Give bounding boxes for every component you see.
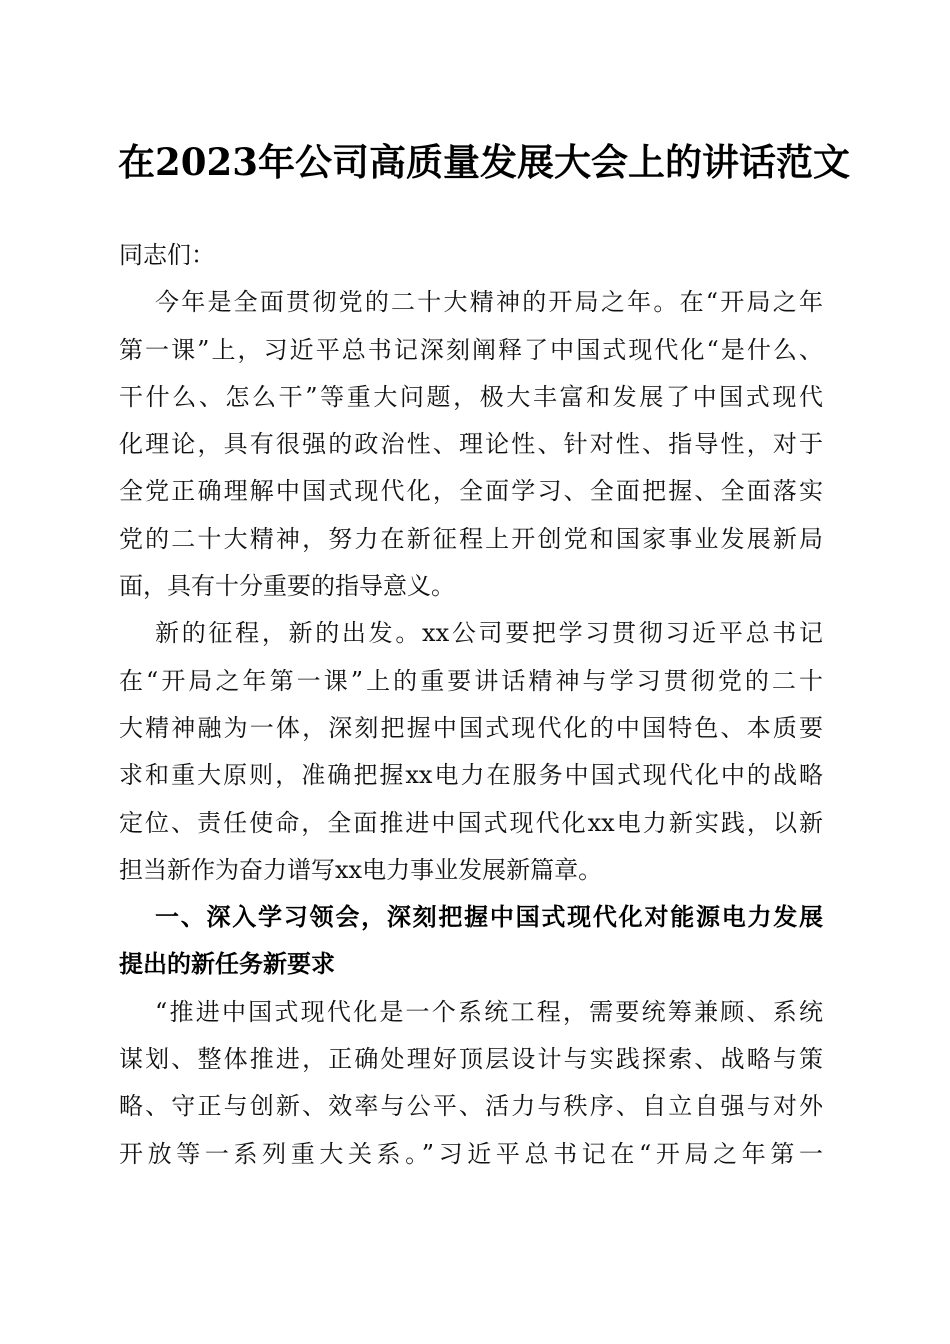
paragraph-2 <box>119 610 823 894</box>
heading-line: 提出的新任务新要求 <box>119 950 335 979</box>
paragraph-line: 定位、责任使命，全面推进中国式现代化xx电力新实践，以新 <box>119 808 823 837</box>
paragraph-line: “推进中国式现代化是一个系统工程，需要统筹兼顾、系统 <box>155 997 823 1026</box>
paragraph-line: 面，具有十分重要的指导意义。 <box>119 572 455 601</box>
paragraph-line: 在“开局之年第一课”上的重要讲话精神与学习贯彻党的二十 <box>119 666 823 695</box>
paragraph-line: 谋划、整体推进，正确处理好顶层设计与实践探索、战略与策 <box>119 1045 823 1074</box>
paragraph-line: 化理论，具有很强的政治性、理论性、针对性、指导性，对于 <box>119 430 823 459</box>
paragraph-line: 今年是全面贯彻党的二十大精神的开局之年。在“开局之年 <box>155 288 823 317</box>
document-body <box>119 232 823 1178</box>
paragraph-line: 全党正确理解中国式现代化，全面学习、全面把握、全面落实 <box>119 477 823 506</box>
paragraph-line: 求和重大原则，准确把握xx电力在服务中国式现代化中的战略 <box>119 761 823 790</box>
paragraph-line: 第一课”上，习近平总书记深刻阐释了中国式现代化“是什么、 <box>119 335 823 364</box>
paragraph-line: 党的二十大精神，努力在新征程上开创党和国家事业发展新局 <box>119 524 823 553</box>
section-heading-1 <box>119 894 823 989</box>
paragraph-1 <box>119 279 823 610</box>
paragraph-line: 担当新作为奋力谱写xx电力事业发展新篇章。 <box>119 855 603 884</box>
greeting: 同志们： <box>119 241 215 269</box>
paragraph-line: 新的征程，新的出发。xx公司要把学习贯彻习近平总书记 <box>155 619 823 648</box>
paragraph-line: 干什么、怎么干”等重大问题，极大丰富和发展了中国式现代 <box>119 382 823 411</box>
document-title: 在2023年公司高质量发展大会上的讲话范文 <box>118 140 850 184</box>
paragraph-line: 略、守正与创新、效率与公平、活力与秩序、自立自强与对外 <box>119 1092 823 1121</box>
paragraph-line: 开放等一系列重大关系。”习近平总书记在“开局之年第一 <box>119 1139 823 1168</box>
heading-line: 一、深入学习领会，深刻把握中国式现代化对能源电力发展 <box>155 903 823 932</box>
paragraph-3 <box>119 989 823 1178</box>
paragraph-line: 大精神融为一体，深刻把握中国式现代化的中国特色、本质要 <box>119 713 823 742</box>
